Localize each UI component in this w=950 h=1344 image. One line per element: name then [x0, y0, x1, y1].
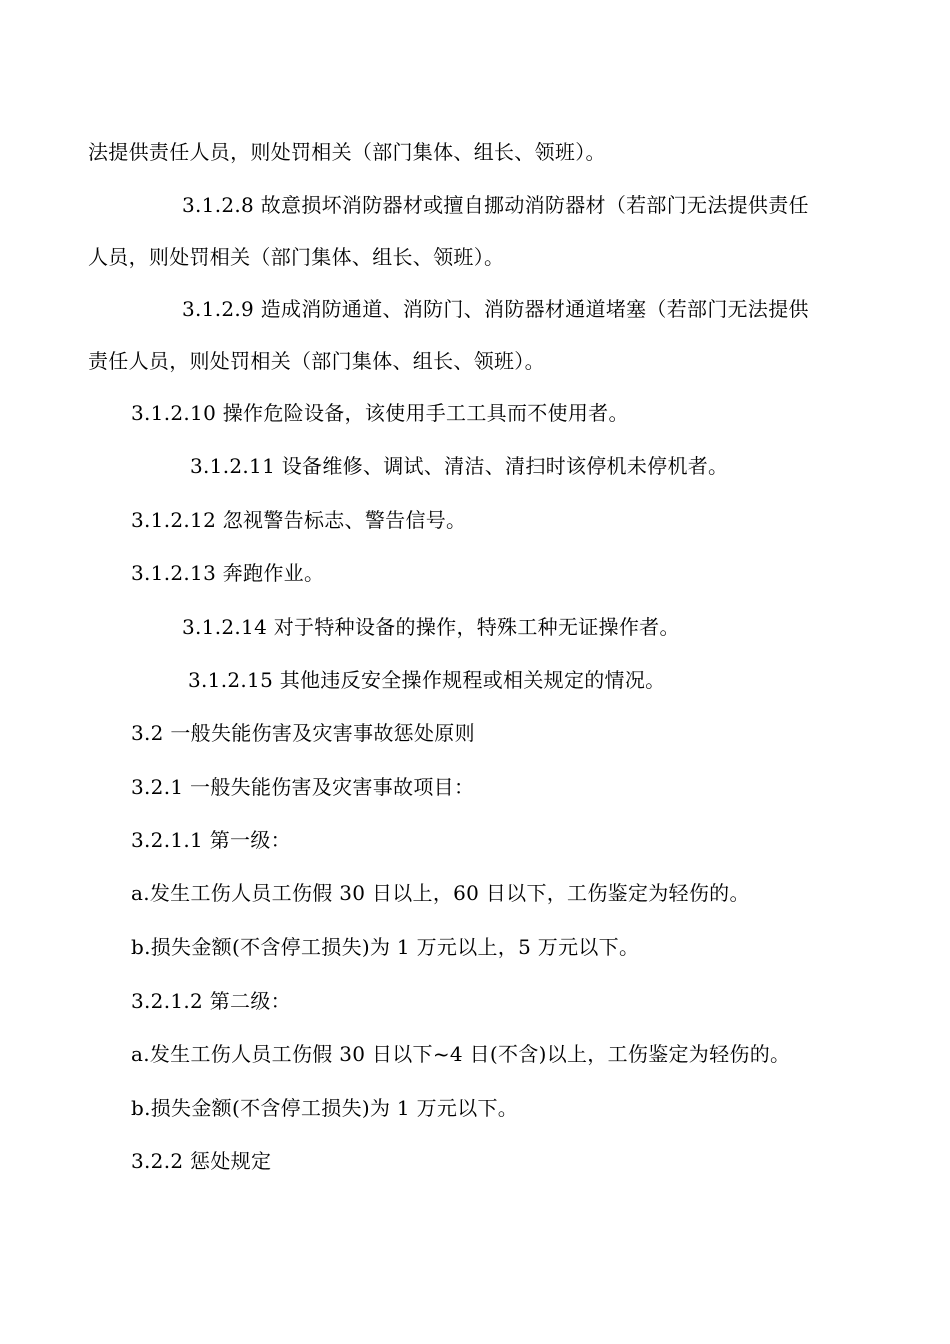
text-line: 责任人员，则处罚相关（部门集体、组长、领班）。 — [88, 349, 545, 373]
list-item: a.发生工伤人员工伤假 30 日以下~4 日(不含)以上，工伤鉴定为轻伤的。 — [131, 1042, 791, 1066]
text-line: 3.1.2.15 其他违反安全操作规程或相关规定的情况。 — [188, 668, 666, 692]
text-line: 3.1.2.9 造成消防通道、消防门、消防器材通道堵塞（若部门无法提供 — [182, 297, 809, 321]
text-line: 3.1.2.11 设备维修、调试、清洁、清扫时该停机未停机者。 — [190, 454, 729, 478]
text-line: 3.1.2.12 忽视警告标志、警告信号。 — [131, 508, 467, 532]
text-line: 3.1.2.10 操作危险设备，该使用手工工具而不使用者。 — [131, 401, 629, 425]
text-line: 3.2.1.1 第一级： — [131, 828, 291, 852]
section-heading: 3.2 一般失能伤害及灾害事故惩处原则 — [131, 721, 475, 745]
text-line: 人员，则处罚相关（部门集体、组长、领班）。 — [88, 245, 505, 269]
text-line: 3.2.1.2 第二级： — [131, 989, 291, 1013]
list-item: b.损失金额(不含停工损失)为 1 万元以下。 — [131, 1096, 519, 1120]
subsection-heading: 3.2.2 惩处规定 — [131, 1149, 272, 1173]
text-line: 3.1.2.8 故意损坏消防器材或擅自挪动消防器材（若部门无法提供责任 — [182, 193, 809, 217]
list-item: b.损失金额(不含停工损失)为 1 万元以上，5 万元以下。 — [131, 935, 640, 959]
text-line: 法提供责任人员，则处罚相关（部门集体、组长、领班）。 — [88, 140, 606, 164]
text-line: 3.1.2.14 对于特种设备的操作，特殊工种无证操作者。 — [182, 615, 680, 639]
list-item: a.发生工伤人员工伤假 30 日以上，60 日以下，工伤鉴定为轻伤的。 — [131, 881, 750, 905]
subsection-heading: 3.2.1 一般失能伤害及灾害事故项目： — [131, 775, 475, 799]
text-line: 3.1.2.13 奔跑作业。 — [131, 561, 325, 585]
